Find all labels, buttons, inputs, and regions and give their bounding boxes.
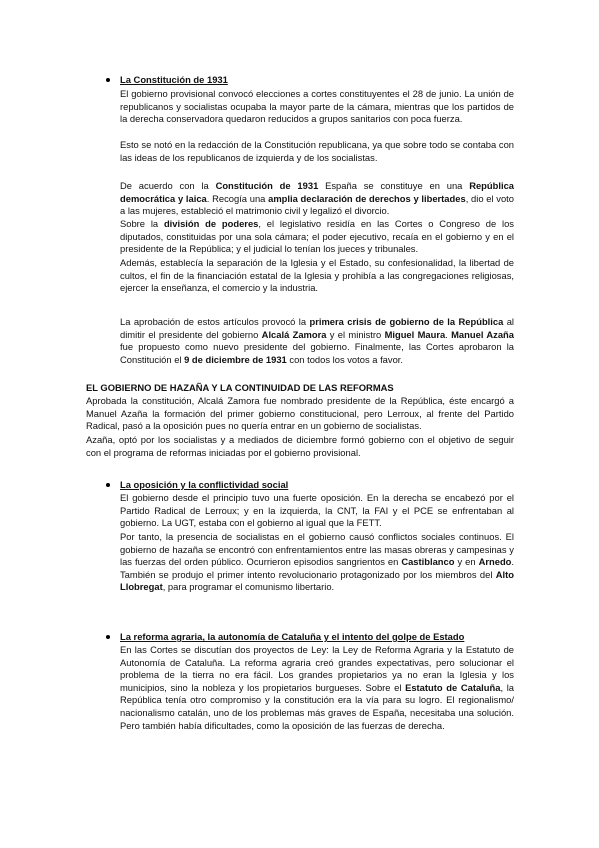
paragraph: Por tanto, la presencia de socialistas en el gobierno causó conflictos sociales continuos. El gobierno de hazaña se encontró con enfrentamientos entre las masas obreras y campesinas y las fuerzas del orden público. Ocurrieron episodios sangrientos en Castiblanco y en Arnedo. También se produjo el primer intento revolucionario protagonizado por los miembros del Alto Llobregat, para programar el comunismo libertario. [120, 531, 515, 593]
heading-reforma: La reforma agraria, la autonomía de Cataluña y el intento del golpe de Estado [120, 631, 465, 642]
paragraph: Sobre la división de poderes, el legislativo residía en las Cortes o Congreso de los diputados, constituidas por una sola cámara; el poder ejecutivo, recaía en el gobierno y en el presidente de la República; y el judicial lo tenían los jueces y tribunales. [120, 218, 514, 255]
section-title-gobierno: EL GOBIERNO DE HAZAÑA Y LA CONTINUIDAD DE LAS REFORMAS [86, 382, 394, 393]
bullet-icon [106, 78, 110, 82]
paragraph: La aprobación de estos artículos provocó la primera crisis de gobierno de la República al dimitir el presidente del gobierno Alcalá Zamora y el ministro Miguel Maura. Manuel Azaña fue propuesto como nuevo presidente del gobierno. Finalmente, las Cortes aprobaron la Constitución el 9 de diciembre de 1931 con todos los votos a favor. [120, 316, 515, 365]
paragraph: En las Cortes se discutían dos proyectos de Ley: la Ley de Reforma Agraria y la Estatuto de Autonomía de Cataluña. La reforma agraria creó grandes expectativas, pero solucionar el problema de la tierra no era fácil. Los grandes propietarios ya no eran la Iglesia y los municipios, sino la nobleza y los propietarios burgueses. Sobre el Estatuto de Cataluña, la República tenía otro compromiso y la constitución era la vía para su logro. El regionalismo/ nacionalismo catalán, uno de los problemas más graves de España, necesitaba una solución. Pero también había dificultades, como la oposición de las fuerzas de derecha. [120, 644, 514, 731]
paragraph: Aprobada la constitución, Alcalá Zamora fue nombrado presidente de la República, éste encargó a Manuel Azaña la formación del primer gobierno constitucional, pero Lerroux, al frente del Partido Radical, pasó a la oposición pues no quería entrar en un gobierno de socialistas. [86, 395, 514, 432]
bullet-icon [106, 483, 110, 487]
paragraph: De acuerdo con la Constitución de 1931 España se constituye en una República democrática y laica. Recogía una amplia declaración de derechos y libertades, dio el voto a las mujeres, estableció el matrimonio civil y legalizó el divorcio. [120, 180, 515, 217]
paragraph: Azaña, optó por los socialistas y a mediados de diciembre formó gobierno con el objetivo de seguir con el programa de reformas iniciadas por el gobierno provisional. [86, 434, 514, 458]
paragraph: El gobierno provisional convocó elecciones a cortes constituyentes el 28 de junio. La unión de republicanos y socialistas ocupaba la mayor parte de la cámara, mientras que los partidos de la derecha conservadora quedaron reducidos a grupos sanitarios con poca fuerza. [120, 88, 514, 125]
heading-constitucion: La Constitución de 1931 [120, 74, 228, 85]
paragraph: El gobierno desde el principio tuvo una fuerte oposición. En la derecha se encabezó por el Partido Radical de Lerroux; y en la izquierda, la CNT, la FAI y el PCE se enfrentaban al gobierno. La UGT, estaba con el gobierno al igual que la FETT. [120, 492, 514, 529]
paragraph: Esto se notó en la redacción de la Constitución republicana, ya que sobre todo se contaba con las ideas de los republicanos de izquierda y de los socialistas. [120, 139, 514, 163]
paragraph: Además, establecía la separación de la Iglesia y el Estado, su confesionalidad, la libertad de cultos, el fin de la financiación estatal de la Iglesia y prohibía a las congregaciones religiosas, ejercer la enseñanza, el comercio y la industria. [120, 257, 514, 294]
bullet-icon [106, 635, 110, 639]
heading-oposicion: La oposición y la conflictividad social [120, 479, 289, 490]
